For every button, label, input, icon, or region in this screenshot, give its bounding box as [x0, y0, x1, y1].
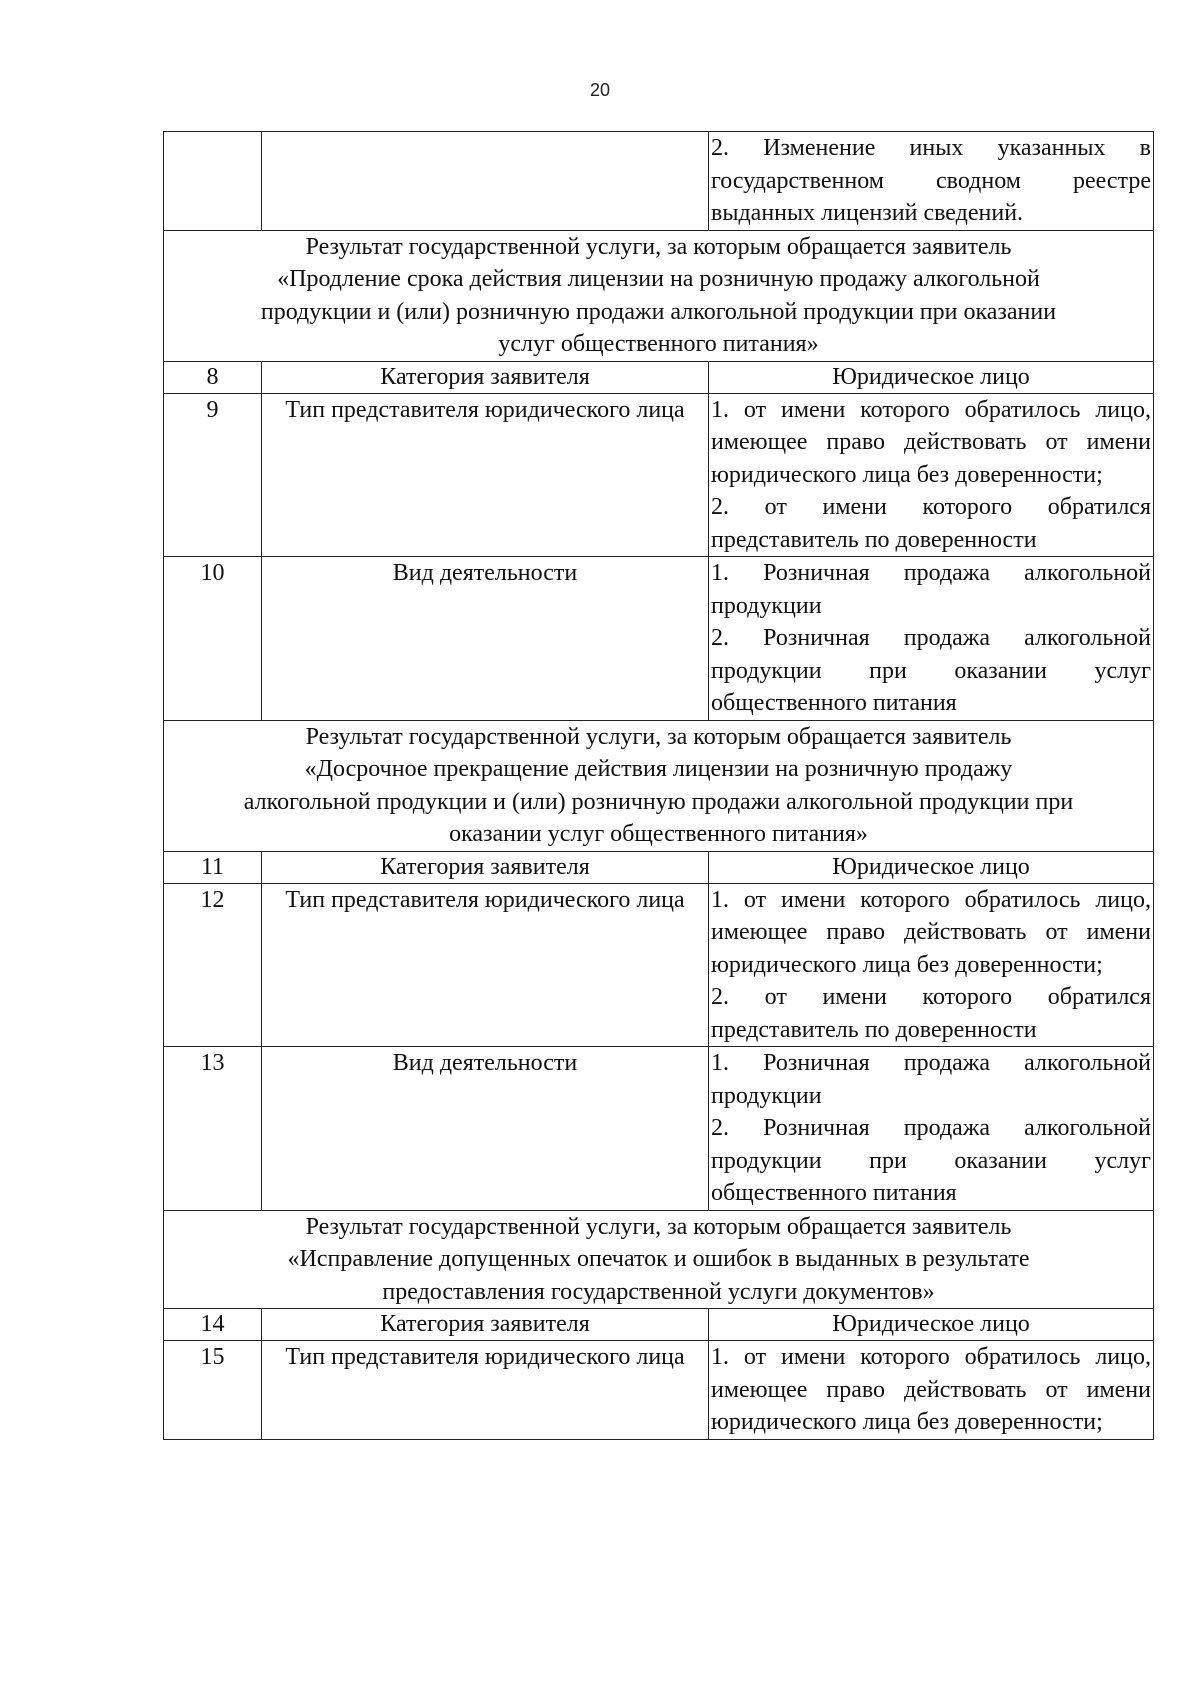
cell-number: 12: [164, 883, 262, 1047]
value-paragraph: 1. от имени которого обратилось лицо, имеющее право действовать от имени юридического лица без доверенности;: [711, 1344, 1151, 1435]
cell-parameter: Вид деятельности: [262, 557, 709, 721]
section-title: Результат государственной услуги, за которым обращается заявитель «Продление срока действия лицензии на розничную продажу алкогольной продукции и (или) розничную продажи алкогольной продукции при оказании услуг общественного питания»: [164, 230, 1154, 361]
cell-value: Юридическое лицо: [709, 1309, 1154, 1341]
cell-parameter: Категория заявителя: [262, 361, 709, 393]
value-paragraph: 2. Розничная продажа алкогольной продукции при оказании услуг общественного питания: [711, 625, 1151, 716]
section-title: Результат государственной услуги, за которым обращается заявитель «Исправление допущенных опечаток и ошибок в выданных в результате предоставления государственной услуги документов»: [164, 1210, 1154, 1309]
value-paragraph: 2. от имени которого обратился представитель по доверенности: [711, 984, 1151, 1043]
value-line: выданных лицензий сведений.: [711, 200, 1024, 226]
value-paragraph: 1. от имени которого обратилось лицо, имеющее право действовать от имени юридического лица без доверенности;: [711, 886, 1151, 978]
table-row: [164, 1047, 1154, 1211]
cell-value: Юридическое лицо: [709, 851, 1154, 883]
cell-parameter: Вид деятельности: [262, 1047, 709, 1211]
cell-number: 8: [164, 361, 262, 393]
value-paragraph: 1. от имени которого обратилось лицо, имеющее право действовать от имени юридического лица без доверенности;: [711, 396, 1151, 488]
cell-value: [709, 393, 1154, 557]
section-header-error-correction: [164, 1210, 1154, 1309]
cell-number: 10: [164, 557, 262, 721]
table-row: [164, 361, 1154, 393]
value-paragraph: 1. Розничная продажа алкогольной продукции: [711, 1050, 1151, 1109]
value-paragraph: 2. от имени которого обратился представитель по доверенности: [711, 494, 1151, 553]
page-number: 20: [589, 80, 611, 100]
section-title: Результат государственной услуги, за которым обращается заявитель «Досрочное прекращение действия лицензии на розничную продажу алкогольной продукции и (или) розничную продажи алкогольной продукции при оказании услуг общественного питания»: [164, 720, 1154, 851]
applicant-profile-table: [163, 131, 1154, 1440]
cell-number: 14: [164, 1309, 262, 1341]
cell-parameter: Категория заявителя: [262, 1309, 709, 1341]
cell-value: [709, 1047, 1154, 1211]
cell-number: 11: [164, 851, 262, 883]
table-row: [164, 557, 1154, 721]
cell-number: 15: [164, 1341, 262, 1440]
table-row: [164, 851, 1154, 883]
table-row-continuation: [164, 132, 1154, 231]
cell-parameter: [262, 132, 709, 231]
table-row: [164, 1341, 1154, 1440]
cell-number: 13: [164, 1047, 262, 1211]
value-paragraph: 1. Розничная продажа алкогольной продукции: [711, 560, 1151, 619]
cell-parameter: Тип представителя юридического лица: [262, 1341, 709, 1440]
cell-value: [709, 132, 1154, 231]
table-row: [164, 1309, 1154, 1341]
cell-value: [709, 1341, 1154, 1440]
cell-value: [709, 883, 1154, 1047]
table-row: [164, 883, 1154, 1047]
cell-number: 9: [164, 393, 262, 557]
value-line: 2. Изменение иных указанных в: [711, 135, 1151, 161]
cell-value: Юридическое лицо: [709, 361, 1154, 393]
cell-number: [164, 132, 262, 231]
cell-parameter: Тип представителя юридического лица: [262, 393, 709, 557]
value-paragraph: 2. Розничная продажа алкогольной продукции при оказании услуг общественного питания: [711, 1115, 1151, 1206]
cell-parameter: Тип представителя юридического лица: [262, 883, 709, 1047]
section-header-prolongation: [164, 230, 1154, 361]
cell-value: [709, 557, 1154, 721]
table-row: [164, 393, 1154, 557]
cell-parameter: Категория заявителя: [262, 851, 709, 883]
section-header-early-termination: [164, 720, 1154, 851]
value-line: государственном сводном реестре: [711, 167, 1151, 194]
